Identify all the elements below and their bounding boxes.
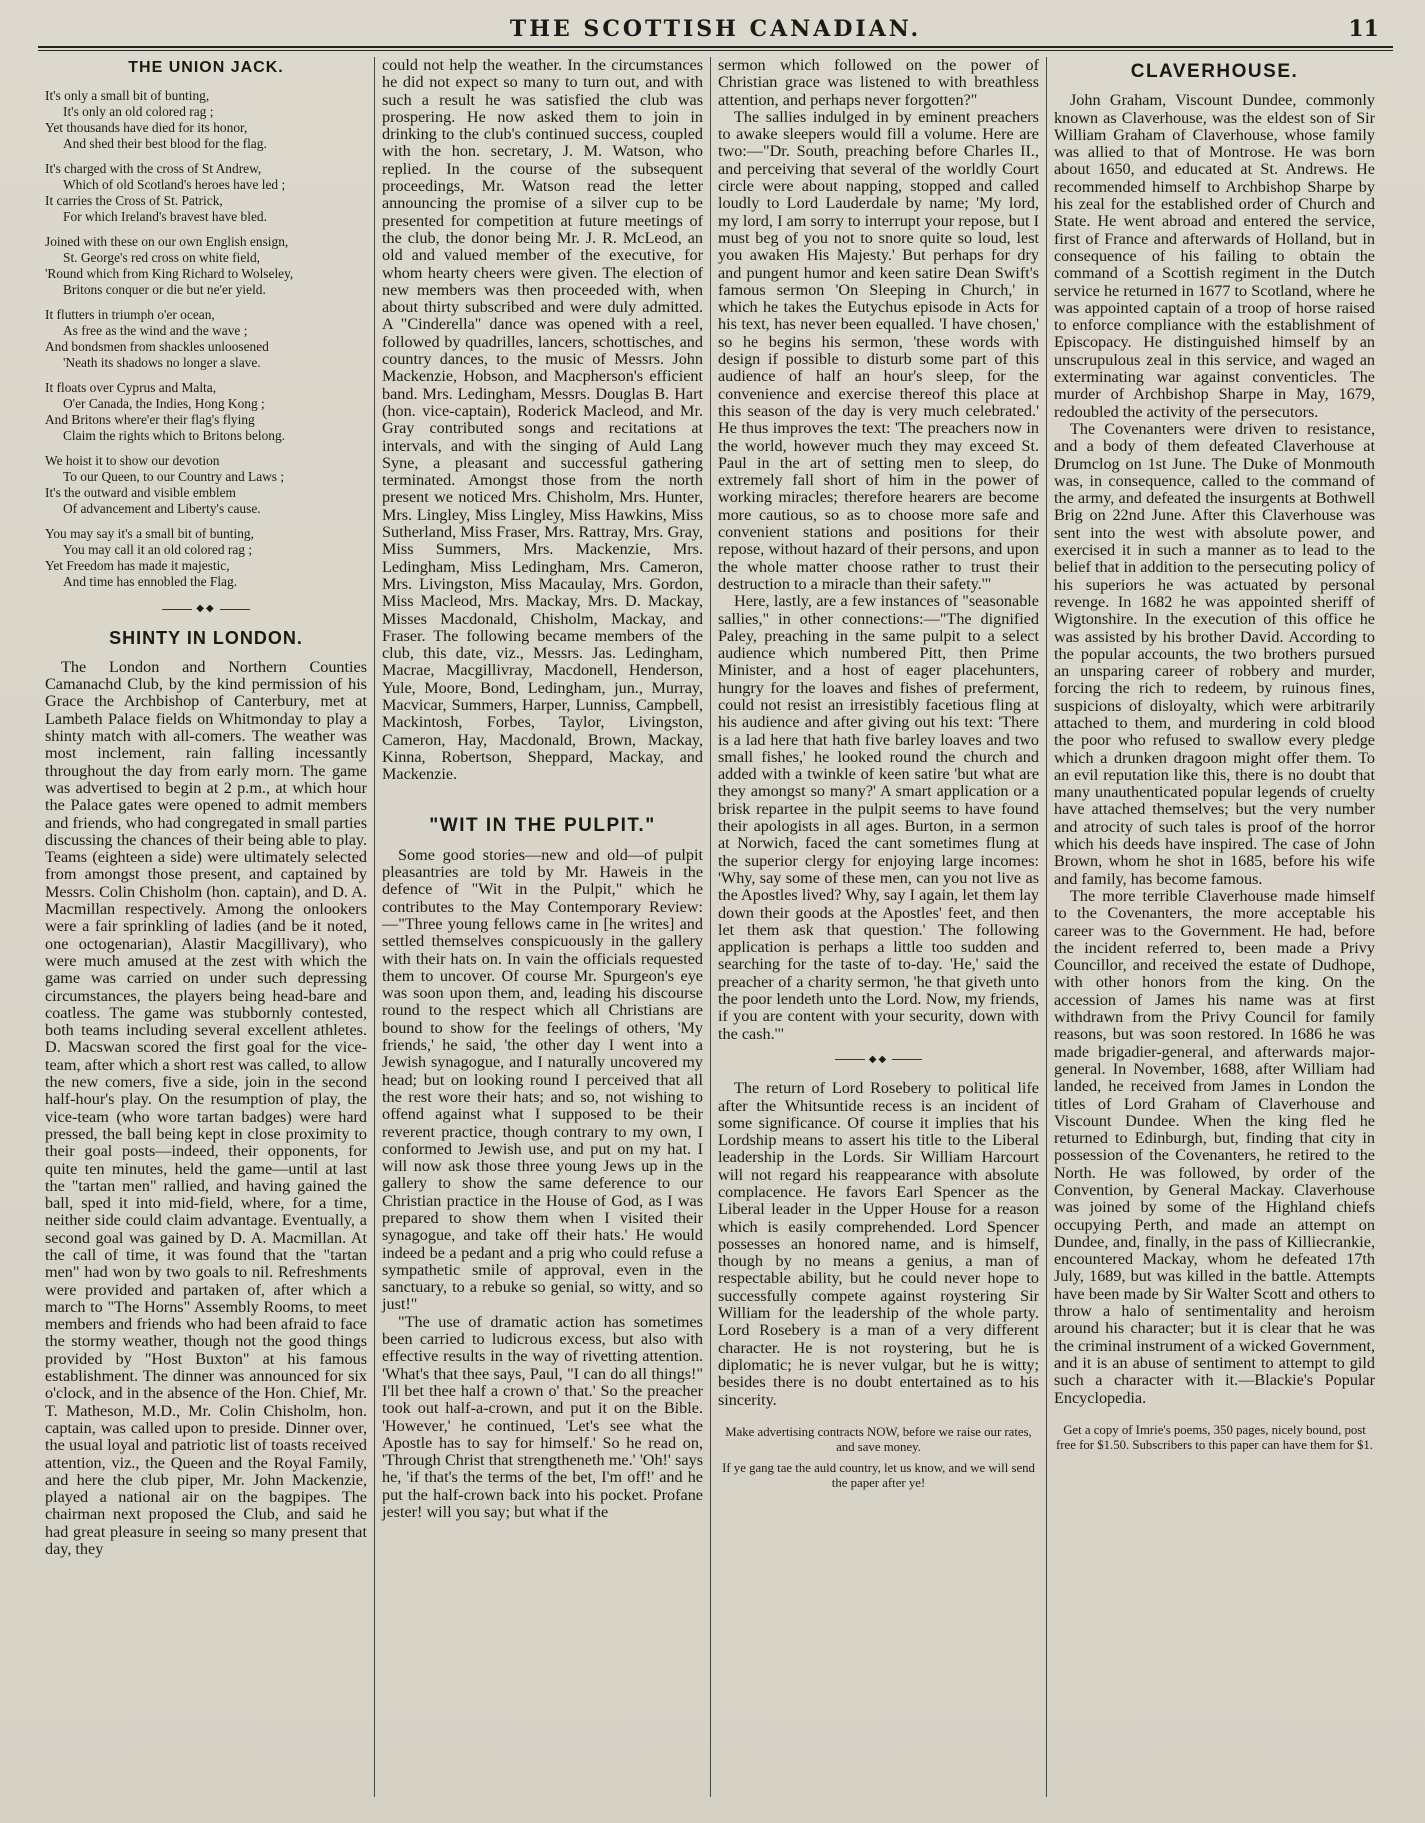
poem-line: And Britons where'er their flag's flying (45, 412, 255, 428)
poem-line: And bondsmen from shackles unloosened (45, 339, 269, 355)
poem-line: Joined with these on our own English ensign, (45, 234, 289, 250)
poem-line: To our Queen, to our Country and Laws ; (63, 469, 285, 485)
advertising-notice: Make advertising contracts NOW, before we raise our rates, and save money. (725, 1424, 1032, 1454)
poem-stanza (45, 380, 367, 444)
union-jack-title: THE UNION JACK. (128, 59, 284, 76)
poem-line: It's the outward and visible emblem (45, 485, 236, 501)
wit-paragraph-1: Some good stories—new and old—of pulpit pleasantries are told by Mr. Haweis in the defence of "Wit in the Pulpit," which he contributes to the May Contemporary Review:—"Three young fellows came in [he writes] and settled themselves conspicuously in the gallery with their hats on. In vain the officials requested them to uncover. Of course Mr. Spurgeon's eye was soon upon them, and, leading his discourse round to the respect which all Christians are bound to show for the feelings of others, 'My friends,' he said, 'the other day I went into a Jewish synagogue, and I naturally uncovered my head; but on looking round I perceived that all the rest wore their hats; and so, not wishing to offend against what I supposed to be their reverent practice, though contrary to my own, I conformed to Jewish use, and put on my hat. I will now ask those three young Jews up in the gallery to show the same deference to our Christian practice in the House of God, as I was prepared to show them when I visited their synagogue, and take off their hats.' He would indeed be a pedant and a prig who could refuse a sympathetic smile of approval, even in the sanctuary, to a rebuke so genial, so witty, and so just!" (382, 845, 703, 1314)
auld-country-notice: If ye gang tae the auld country, let us know, and we will send the paper after ye! (722, 1460, 1035, 1490)
shinty-article-continued: could not help the weather. In the circumstances he did not expect so many to turn out, and with such a result he was satisfied the club was prospering. He now asked them to join in drinking to the club's continued success, coupled with the hon. secretary, J. M. Watson, who replied. In the course of the subsequent proceedings, Mr. Watson read the letter announcing the promise of a silver cup to be presented for competition at future meetings of the club, the donor being Mr. J. R. McLeod, an old and valued member of the executive, for whom hearty cheers were given. The election of new members was then proceeded with, when about thirty subscribed and were duly admitted. A "Cinderella" dance was opened with a reel, followed by quadrilles, lancers, schottisches, and country dances, to the music of Messrs. John Mackenzie, Hobson, and Macpherson's efficient band. Mrs. Ledingham, Messrs. Douglas B. Hart (hon. vice-captain), Roderick Macleod, and Mr. Gray contributed songs and recitations at intervals, and with the singing of Auld Lang Syne, a pleasant and successful gathering terminated. Amongst those from the north present we noticed Mrs. Chisholm, Mrs. Hunter, Mrs. Lingley, Miss Lingley, Miss Hawkins, Miss Sutherland, Miss Fraser, Mrs. Rattray, Mrs. Gray, Miss Summers, Mrs. Mackenzie, Mrs. Ledingham, Miss Ledingham, Mrs. Cameron, Mrs. Livingston, Miss Macaulay, Mrs. Gordon, Miss Macleod, Mrs. Mackay, Mrs. D. Mackay, Misses Macdonald, Chisholm, Mackay, and Fraser. The following became members of the club, this date, viz., Messrs. Jas. Ledingham, Macrae, Macgillivray, Macdonell, Henderson, Yule, Moore, Bond, Ledingham, jun., Murray, Macvicar, Summers, Harper, Lunniss, Campbell, Mackintosh, Forbes, Taylor, Livingston, Cameron, Hay, Macdonald, Brown, Mackay, Kinna, Robertson, Sheppard, Mackay, and Mackenzie. (382, 57, 703, 784)
poem-line: Britons conquer or die but ne'er yield. (63, 282, 266, 298)
poem-line: 'Neath its shadows no longer a slave. (63, 355, 261, 371)
claverhouse-paragraph-1: John Graham, Viscount Dundee, commonly known as Claverhouse, was the eldest son of Sir William Graham of Claverhouse, whose family was allied to that of Montrose. He was born about 1650, and educated at St. Andrews. He recommended himself to Archbishop Sharpe by his zeal for the established order of Church and State. He went abroad and entered the service, first of France and afterwards of Holland, but in consequence of his failing to obtain the command of a Scottish regiment in the Dutch service he returned in 1677 to Scotland, where he was appointed captain of a troop of horse raised to enforce compliance with the establishment of Episcopacy. He distinguished himself by an unscrupulous zeal in this service, and waged an exterminating war against conventicles. The murder of Archbishop Sharpe in May, 1679, redoubled the activity of the persecutors. (1054, 91, 1375, 421)
poem-stanza (45, 526, 367, 590)
wit-paragraph-3: sermon which followed on the power of Christian grace was listened to with breathless attention, and perhaps never forgotten?" (718, 57, 1039, 109)
poem-line: As free as the wind and the wave ; (63, 323, 248, 339)
poem-line: Yet thousands have died for its honor, (45, 120, 248, 136)
poem-line: It flutters in triumph o'er ocean, (45, 307, 215, 323)
wit-paragraph-5: Here, lastly, are a few instances of "seasonable sallies," in other connections:—"The dignified Paley, preaching in the same pulpit to a select audience which numbered Pitt, then Prime Minister, and a host of eager placehunters, hungry for the loaves and fishes of preferment, could not resist an irresistibly facetious fling at his audience and after giving out his text: 'There is a lad here that hath five barley loaves and two small fishes,' he looked round the church and added with a twinkle of keen satire 'but what are they amongst so many?' A smart application or a brisk repartee in the pulpit seems to have found their apologists in all ages. Burton, in a sermon at Norwich, faced the cant sometimes flung at the superior clergy for enjoying large incomes: 'Why, say some of these men, can you not live as the Apostles lived? Why, say I again, let them lay down their goods at the Apostles' feet, and then let them ask that question.' The following application is perhaps a little too sudden and searching for the taste of to-day. 'He,' said the preacher of a charity sermon, 'he that giveth unto the poor lendeth unto the Lord. Now, my friends, if you are content with your security, down with the cash.'" (718, 592, 1039, 1043)
columns (38, 57, 1393, 1797)
poem-stanza (45, 307, 367, 371)
shinty-title: SHINTY IN LONDON. (109, 627, 303, 648)
rosebery-article-text: The return of Lord Rosebery to political life after the Whitsuntide recess is an incident of some significance. Of course it implies that his Lordship means to assert his title to the Liberal leadership in the Lords. Sir William Harcourt will not regard his reappearance with absolute complacence. He favors Earl Spencer as the Liberal leader in the Upper House for a reason which is easily comprehended. Lord Spencer possesses an honored name, and is himself, though by no means a genius, a man of respectable ability, but he could never hope to successfully compete against roystering Sir William for the leadership of the whole party. Lord Rosebery is a man of a very different character. He is not roystering, but he is diplomatic; he is never vulgar, but he is witty; besides there is no doubt entertained as to his sincerity. (718, 1079, 1039, 1409)
poem-line: St. George's red cross on white field, (63, 250, 261, 266)
page-number: 11 (1348, 16, 1379, 42)
poem-line: And shed their best blood for the flag. (63, 136, 267, 152)
union-jack-poem (45, 88, 367, 590)
poem-line: Which of old Scotland's heroes have led ; (63, 177, 286, 193)
poem-line: O'er Canada, the Indies, Hong Kong ; (63, 396, 265, 412)
poem-line: 'Round which from King Richard to Wolseley, (45, 266, 294, 282)
wit-paragraph-4: The sallies indulged in by eminent preachers to awake sleepers would fill a volume. Here are two:—"Dr. South, preaching before Charles II., and perceiving that several of the worldly Court circle were about napping, stopped and called loudly to Lord Lauderdale by name; 'My lord, my lord, I am sorry to interrupt your repose, but I must beg of you not to snore quite so loud, lest you awaken His Majesty.' But perhaps for dry and pungent humor and keen satire Dean Swift's famous sermon 'On Sleeping in Church,' in which he takes the Eutychus episode in Acts for his text, has never been equalled. 'I have chosen,' so he begins his sermon, 'these words with design if possible to disturb some part of this audience of half an hour's sleep, for the convenience and exercise thereof this place at this season of the day is very much celebrated.' He thus improves the text: 'The preachers now in the world, however much they may exceed St. Paul in the art of setting men to sleep, do extremely fall short of him in the power of working miracles; therefore hearers are become more cautious, so as to choose more safe and convenient stations and positions for their repose, without hazard of their persons, and upon the whole matter choose rather to trust their destruction to a miracle than their safety.'" (718, 107, 1039, 593)
section-ornament: ◆◆ (45, 600, 367, 617)
masthead-rule (38, 46, 1393, 51)
claverhouse-paragraph-2: The Covenanters were driven to resistance, and a body of them defeated Claverhouse at Drumclog on 1st June. The Duke of Monmouth was, in consequence, called to the command of the army, and defeated the insurgents at Bothwell Brig on 22nd June. After this Claverhouse was sent into the west with absolute power, and exercised it in such a manner as to lead to the belief that in addition to the persecuting policy of his superiors he was actuated by personal revenge. In 1682 he was appointed sheriff of Wigtonshire. In the execution of this office he was assisted by his brother David. According to the popular accounts, the two brothers pursued an unsparing career of robbery and murder, forcing the rich to redeem, by ruinous fines, suspicions of disloyalty, which were arbitrarily attached to them, and murdering in cold blood the poor who refused to swallow every pledge which a drunken dragoon might offer them. To an evil reputation like this, there is no doubt that many unauthenticated popular legends of cruelty have attached themselves; but the very number and atrocity of such tales is proof of the horror which his deeds have inspired. The case of John Brown, whom he shot in 1685, before his wife and family, has become famous. (1054, 419, 1375, 888)
poem-line: It carries the Cross of St. Patrick, (45, 193, 223, 209)
imrie-poems-notice: Get a copy of Imrie's poems, 350 pages, nicely bound, post free for $1.50. Subscribers to this paper can have them for $1. (1056, 1422, 1373, 1452)
poem-line: For which Ireland's bravest have bled. (63, 209, 267, 225)
poem-line: It's only a small bit of bunting, (45, 88, 210, 104)
column-4 (1046, 57, 1382, 1797)
wit-in-pulpit-title: "WIT IN THE PULPIT." (429, 815, 656, 837)
poem-line: Yet Freedom has made it majestic, (45, 558, 230, 574)
poem-line: And time has ennobled the Flag. (63, 574, 238, 590)
column-3 (710, 57, 1046, 1797)
poem-stanza (45, 161, 367, 225)
poem-stanza (45, 453, 367, 517)
poem-stanza (45, 88, 367, 152)
shinty-article-text: The London and Northern Counties Camanachd Club, by the kind permission of his Grace the Archbishop of Canterbury, met at Lambeth Palace fields on Whitmonday to play a shinty match with all-comers. The weather was most inclement, rain falling incessantly throughout the day from early morn. The game was advertised to begin at 2 p.m., at which hour the Palace gates were opened to admit members and friends, who had congregated in small parties discussing the chances of their being able to play. Teams (eighteen a side) were ultimately selected from amongst those present, and captained by Messrs. Colin Chisholm (hon. captain), and D. A. Macmillan respectively. Among the onlookers were a fair sprinkling of ladies (and be it noted, one octogenarian), Alastir Macgillivary), who were much amused at the zest with which the game was carried on under such depressing circumstances, the players being head-bare and coatless. The game was stubbornly contested, both teams including several excellent athletes. D. Macswan scored the first goal for the vice-team, after which a short rest was called, to allow the new comers, five a side, join in the second half-hour's play. On the resumption of play, the vice-team (who wore tartan badges) were hard pressed, the ball being kept in close proximity to their goal posts—indeed, their opponents, for quite ten minutes, held the game—until at last the "tartan men" rallied, and having gained the ball, sped it into mid-field, where, for a time, neither side could claim advantage. Eventually, a second goal was gained by D. A. Macmillan. At the call of time, it was found that the "tartan men" had won by two goals to nil. Refreshments were provided and partaken of, after which a march to "The Horns" Assembly Rooms, to meet members and friends who had been afraid to face the stormy weather, though not the good things provided by "Host Buxton" at his famous establishment. The dinner was announced for six o'clock, and in the absence of the Hon. Chief, Mr. T. Matheson, M.D., Mr. Colin Chisholm, hon. captain, was called upon to preside. Dinner over, the usual loyal and patriotic list of toasts received attention, viz., the Queen and the Royal Family, and here the club piper, Mr. John Mackenzie, played a national air on the bagpipes. The chairman next proposed the Club, and said he had great pleasure in seeing so many present that day, they (45, 657, 367, 1559)
notices-col4 (1054, 1423, 1375, 1453)
claverhouse-title: CLAVERHOUSE. (1130, 61, 1299, 82)
poem-line: It's only an old colored rag ; (63, 104, 214, 120)
poem-stanza (45, 234, 367, 298)
poem-line: Claim the rights which to Britons belong. (63, 428, 286, 444)
poem-line: Of advancement and Liberty's cause. (63, 501, 261, 517)
poem-line: You may call it an old colored rag ; (63, 542, 253, 558)
poem-line: It floats over Cyprus and Malta, (45, 380, 217, 396)
column-2 (374, 57, 710, 1797)
poem-line: We hoist it to show our devotion (45, 453, 220, 469)
masthead-title: THE SCOTTISH CANADIAN. (509, 16, 922, 42)
claverhouse-paragraph-3: The more terrible Claverhouse made himself to the Covenanters, the more acceptable his career was to the Government. He had, before the incident referred to, been made a Privy Councillor, and received the estate of Dudhope, with other honors from the king. On the accession of James his name was at first withdrawn from the Privy Council for family reasons, but was soon restored. In 1686 he was made brigadier-general, and afterwards major-general. In November, 1688, after William had landed, he received from James in London the titles of Lord Graham of Claverhouse and Viscount Dundee. When the king fled he returned to Edinburgh, but, finding that city in possession of the Covenanters, he retired to the North. He was followed, by order of the Convention, by General Mackay. Claverhouse was joined by some of the Highland chiefs occupying Perth, and made an attempt on Dundee, and, finally, in the pass of Killiecrankie, encountered Mackay, whom he defeated 17th July, 1689, but was killed in the battle. Attempts have been made by Sir Walter Scott and others to throw a halo of sentimentality and heroism around his character; but it is clear that he was the criminal instrument of a wicked Government, and it is an abuse of sentiment to attempt to gild such a character with it.—Blackie's Popular Encyclopedia. (1054, 886, 1375, 1407)
poem-line: It's charged with the cross of St Andrew, (45, 161, 262, 177)
column-1 (38, 57, 374, 1797)
poem-line: You may say it's a small bit of bunting, (45, 526, 254, 542)
notices-col3 (718, 1425, 1039, 1491)
wit-paragraph-2: "The use of dramatic action has sometimes been carried to ludicrous excess, but also with effective results in the way of rivetting attention. 'What's that thee says, Paul, "I can do all things!" I'll bet thee half a crown o' that.' So the preacher took out half-a-crown, and put it on the Bible. 'However,' he continued, 'Let's see what the Apostle has to say for himself.' So he read on, 'Through Christ that strengtheneth me.' 'Oh!' says he, 'if that's the terms of the bet, I'm off!' and he put the half-crown back into his pocket. Profane jester! will you say; but what if the (382, 1312, 703, 1522)
masthead (38, 14, 1393, 44)
section-ornament: ◆◆ (718, 1051, 1039, 1068)
